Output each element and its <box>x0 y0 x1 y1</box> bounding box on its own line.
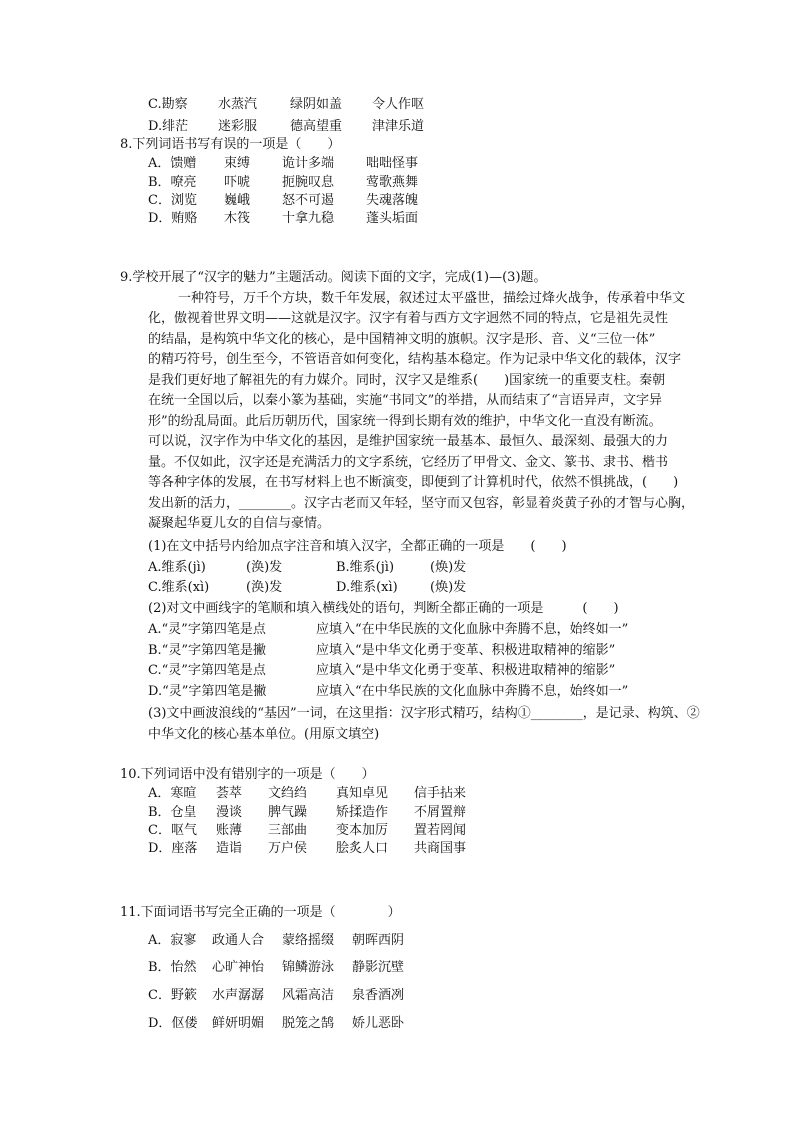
q9-sub3-line: 中华文化的核心基本单位。(用原文填空) <box>148 727 380 742</box>
passage-line: 凝聚起华夏儿女的自信与豪情。 <box>148 516 331 531</box>
passage-line: 发出新的活力，________。汉字古老而又年轻，坚守而又包容，彰显着炎黄子孙的才智与心胸， <box>148 496 695 511</box>
passage-line: 形”的纷乱局面。此后历朝历代，国家统一得到长期有效的维护，中华文化一直没有断流。 <box>148 414 662 429</box>
passage-line: 的结晶，是构筑中华文化的核心，是中国精神文明的旗帜。汉字是形、音、义“三位一体” <box>148 332 656 347</box>
q9-sub1-stem: (1)在文中括号内给加点字注音和填入汉字，全都正确的一项是 ( ) <box>148 539 567 554</box>
passage-line: 的精巧符号，创生至今，不管语音如何变化，结构基本稳定。作为记录中华文化的载体，汉字 <box>148 352 682 367</box>
passage-line: 在统一全国以后，以秦小篆为基础，实施“书同文”的举措，从而结束了“言语异声，文字异 <box>148 393 662 408</box>
passage-line: 量。不仅如此，汉字还是充满活力的文字系统，它经历了甲骨文、金文、篆书、隶书、楷书 <box>148 455 669 470</box>
q8-stem: 8.下列词语书写有误的一项是（ ） <box>120 137 341 152</box>
passage-line: 化，傲视着世界文明——这就是汉字。汉字有着与西方文字迥然不同的特点，它是祖先灵性 <box>148 311 669 326</box>
q10-stem: 10.下列词语中没有错别字的一项是（ ） <box>120 767 375 782</box>
passage-line: 是我们更好地了解祖先的有力媒介。同时，汉字又是维系( )国家统一的重要支柱。秦朝 <box>148 373 666 388</box>
q9-sub3-line: (3)文中画波浪线的“基因”一词，在这里指：汉字形式精巧，结构①________，是记录、构筑、② <box>148 706 700 721</box>
passage-line: 等各种字体的发展，在书写材料上也不断演变，即便到了计算机时代，依然不惧挑战，( ) <box>148 475 679 490</box>
q9-stem: 9.学校开展了“汉字的魅力”主题活动。阅读下面的文字，完成(1)—(3)题。 <box>120 270 547 285</box>
passage-line: 一种符号，万千个方块，数千年发展，叙述过太平盛世，描绘过烽火战争，传承着中华文 <box>178 291 686 306</box>
passage-line: 可以说，汉字作为中华文化的基因，是维护国家统一最基本、最恒久、最深刻、最强大的力 <box>148 434 669 449</box>
q11-stem: 11.下面词语书写完全正确的一项是（ ） <box>120 905 401 920</box>
q9-sub2-stem: (2)对文中画线字的笔顺和填入横线处的语句，判断全都正确的一项是 ( ) <box>148 601 619 616</box>
